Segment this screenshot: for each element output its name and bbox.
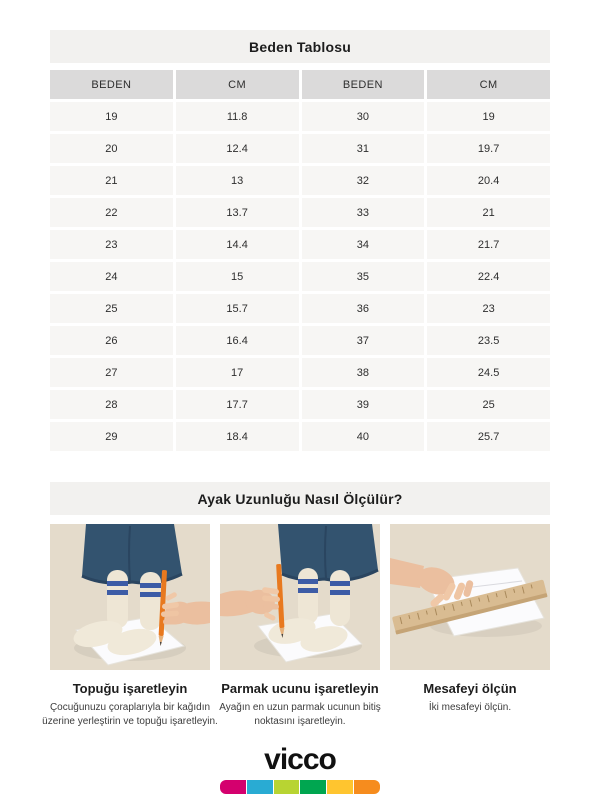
step-description: Ayağın en uzun parmak ucunun bitiş noktasını işaretleyin. [219, 702, 381, 727]
step-description: İki mesafeyi ölçün. [428, 702, 512, 713]
mark-toe-photo [220, 524, 380, 670]
size-table-cell: 24 [50, 262, 173, 291]
size-table-cell: 25 [427, 390, 550, 419]
brand-color-segment [354, 780, 380, 794]
size-table-cell: 28 [50, 390, 173, 419]
size-table-cell: 35 [302, 262, 425, 291]
brand-color-segment [247, 780, 273, 794]
size-table [50, 70, 550, 451]
size-table-cell: 19 [50, 102, 173, 131]
brand-color-segment [327, 780, 353, 794]
brand-footer [50, 745, 550, 794]
size-table-cell: 21 [50, 166, 173, 195]
size-table-cell: 33 [302, 198, 425, 227]
size-table-cell: 23 [427, 294, 550, 323]
size-table-title-bar [50, 30, 550, 63]
step-caption-measure [380, 681, 560, 729]
size-table-title: Beden Tablosu [249, 38, 351, 55]
size-table-cell: 30 [302, 102, 425, 131]
brand-logo: vicco [264, 743, 336, 776]
size-table-cell: 25 [50, 294, 173, 323]
size-table-cell: 18.4 [176, 422, 299, 451]
size-table-header-cell: CM [427, 70, 550, 99]
size-table-cell: 19.7 [427, 134, 550, 163]
size-table-header-cell: BEDEN [302, 70, 425, 99]
size-table-cell: 32 [302, 166, 425, 195]
measure-distance-photo [390, 524, 550, 670]
size-table-cell: 23.5 [427, 326, 550, 355]
size-table-cell: 25.7 [427, 422, 550, 451]
step-caption-mark-heel [40, 681, 220, 729]
size-table-cell: 17 [176, 358, 299, 387]
size-table-cell: 17.7 [176, 390, 299, 419]
size-table-header-cell: CM [176, 70, 299, 99]
brand-color-segment [274, 780, 300, 794]
size-table-cell: 40 [302, 422, 425, 451]
size-table-cell: 38 [302, 358, 425, 387]
mark-heel-photo [50, 524, 210, 670]
step-caption-mark-toe [210, 681, 390, 729]
size-table-header-cell: BEDEN [50, 70, 173, 99]
size-table-cell: 15 [176, 262, 299, 291]
step-description: Çocuğunuzu çoraplarıyla bir kağıdın üzerine yerleştirin ve topuğu işaretleyin. [42, 702, 218, 727]
size-table-cell: 20 [50, 134, 173, 163]
step-title: Mesafeyi ölçün [423, 681, 517, 696]
size-table-cell: 20.4 [427, 166, 550, 195]
size-table-cell: 23 [50, 230, 173, 259]
measure-steps-captions [42, 681, 550, 729]
size-table-cell: 13.7 [176, 198, 299, 227]
step-title: Parmak ucunu işaretleyin [221, 681, 379, 696]
size-table-cell: 34 [302, 230, 425, 259]
size-table-cell: 14.4 [176, 230, 299, 259]
size-table-cell: 21.7 [427, 230, 550, 259]
size-table-cell: 15.7 [176, 294, 299, 323]
size-table-cell: 36 [302, 294, 425, 323]
size-table-cell: 39 [302, 390, 425, 419]
size-table-cell: 29 [50, 422, 173, 451]
size-table-cell: 26 [50, 326, 173, 355]
measure-section-title: Ayak Uzunluğu Nasıl Ölçülür? [197, 490, 403, 507]
measure-steps-photos [50, 524, 550, 670]
size-table-cell: 11.8 [176, 102, 299, 131]
size-table-cell: 22 [50, 198, 173, 227]
size-table-cell: 24.5 [427, 358, 550, 387]
brand-colorbar [220, 780, 380, 794]
size-table-cell: 37 [302, 326, 425, 355]
brand-color-segment [300, 780, 326, 794]
brand-color-segment [220, 780, 246, 794]
measure-title-bar [50, 482, 550, 515]
step-title: Topuğu işaretleyin [72, 681, 188, 696]
size-table-cell: 12.4 [176, 134, 299, 163]
size-table-cell: 19 [427, 102, 550, 131]
size-table-cell: 16.4 [176, 326, 299, 355]
size-table-cell: 13 [176, 166, 299, 195]
size-table-cell: 27 [50, 358, 173, 387]
size-table-cell: 31 [302, 134, 425, 163]
size-table-cell: 21 [427, 198, 550, 227]
size-table-cell: 22.4 [427, 262, 550, 291]
